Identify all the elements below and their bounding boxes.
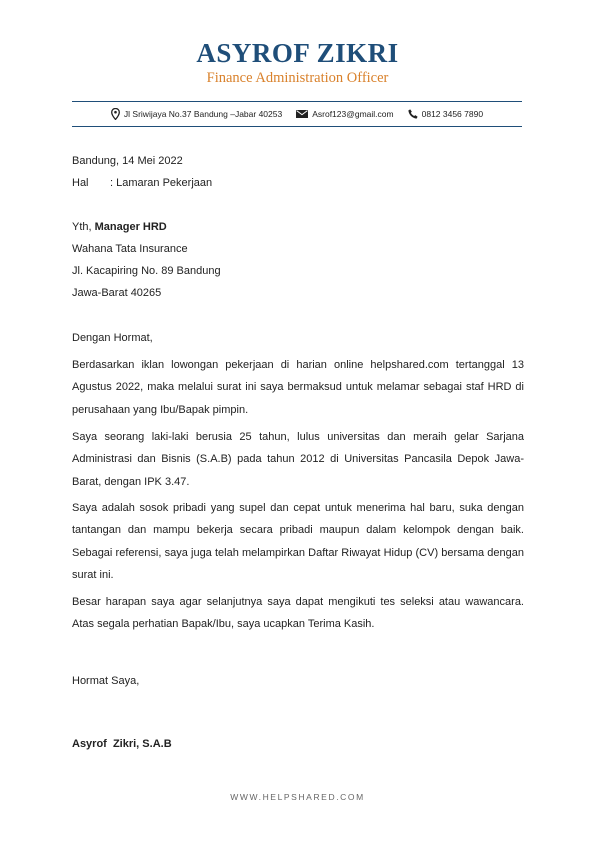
- body-paragraph-3: Saya adalah sosok pribadi yang supel dan cepat untuk menerima hal baru, suka dengan tantangan dan mampu bekerja secara pribadi maupun dalam kelompok dengan baik. Sebagai referensi, saya juga telah melampirkan Daftar Riwayat Hidup (CV) bersama dengan surat ini.: [72, 502, 524, 581]
- recipient-region: Jawa-Barat 40265: [72, 287, 162, 299]
- address-text: Jl Sriwijaya No.37 Bandung –Jabar 40253: [123, 109, 283, 119]
- body-paragraph-2: Saya seorang laki-laki berusia 25 tahun, lulus universitas dan meraih gelar Sarjana Administrasi dan Bisnis (S.A.B) pada tahun 2012 di Universitas Pancasila Depok Jawa-Barat, dengan IPK 3.47.: [72, 431, 524, 488]
- header-top-rule: [72, 101, 522, 102]
- applicant-role: Finance Administration Officer: [206, 70, 389, 86]
- location-pin-icon: [111, 108, 120, 120]
- footer-url[interactable]: WWW.HELPSHARED.COM: [230, 792, 365, 802]
- phone-icon: [408, 109, 418, 119]
- email-text[interactable]: Asrof123@gmail.com: [312, 109, 394, 119]
- phone-text: 0812 3456 7890: [421, 109, 484, 119]
- recipient-line: [72, 216, 167, 239]
- header-bottom-rule: [72, 126, 522, 127]
- contact-bar: [72, 104, 522, 124]
- subject-value: : Lamaran Pekerjaan: [110, 177, 213, 189]
- body-paragraph-4: Besar harapan saya agar selanjutnya saya dapat mengikuti tes seleksi atau wawancara. Atas segala perhatian Bapak/Ibu, saya ucapkan Terima Kasih.: [72, 596, 524, 631]
- letter-closing: Hormat Saya,: [72, 675, 140, 687]
- recipient-street: Jl. Kacapiring No. 89 Bandung: [72, 265, 221, 277]
- letter-greeting: Dengan Hormat,: [72, 332, 153, 344]
- subject-key: Hal: [72, 177, 89, 189]
- signature-name: Asyrof Zikri, S.A.B: [72, 738, 172, 750]
- body-paragraph-1: Berdasarkan iklan lowongan pekerjaan di harian online helpshared.com tertanggal 13 Agustus 2022, maka melalui surat ini saya bermaksud untuk melamar sebagai staf HRD di perusahaan yang Ibu/Bapak pimpin.: [72, 359, 524, 416]
- letter-date: Bandung, 14 Mei 2022: [72, 155, 183, 167]
- contact-phone: [408, 109, 483, 119]
- contact-email: [296, 109, 393, 119]
- recipient-title: Manager HRD: [94, 221, 167, 233]
- recipient-prefix: Yth,: [72, 221, 95, 233]
- applicant-name: ASYROF ZIKRI: [196, 38, 399, 68]
- letter-subject: [72, 172, 212, 195]
- recipient-company: Wahana Tata Insurance: [72, 243, 188, 255]
- envelope-icon: [296, 110, 308, 118]
- contact-address: [111, 108, 282, 120]
